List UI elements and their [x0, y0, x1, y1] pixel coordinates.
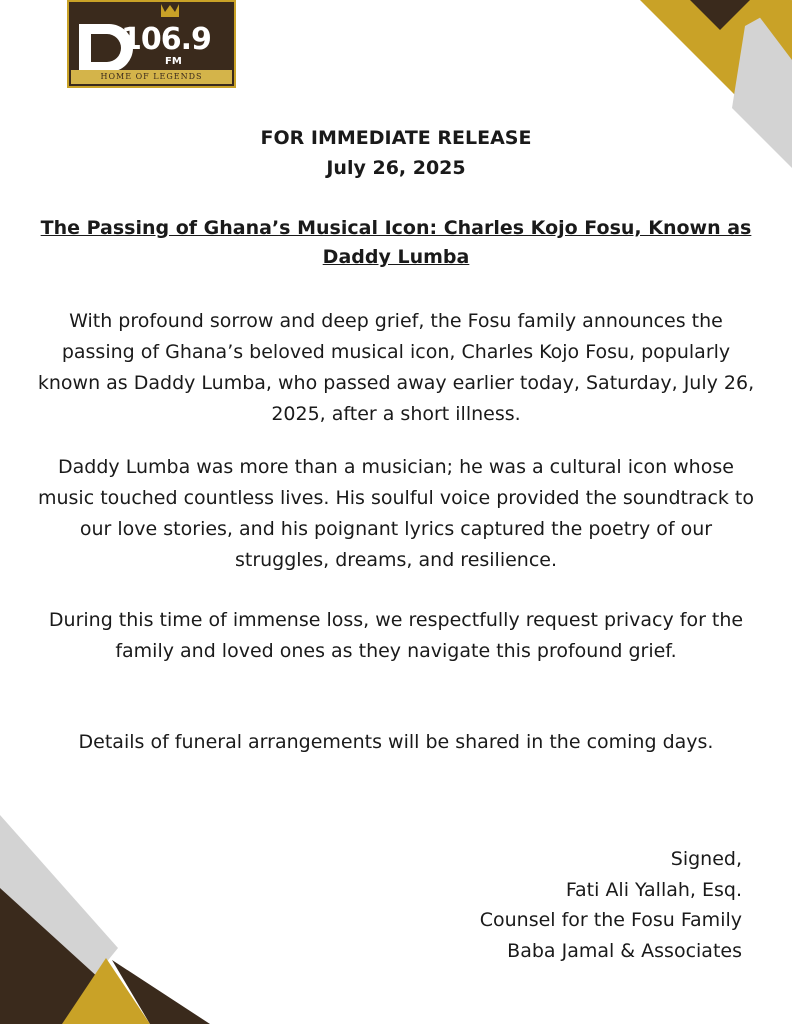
logo-band: FM	[165, 56, 182, 67]
paragraph-privacy: During this time of immense loss, we respectfully request privacy for the family and loved ones as they navigate this profound grief.	[48, 609, 744, 662]
release-header	[0, 123, 792, 183]
signature-name: Fati Ali Yallah, Esq.	[565, 878, 742, 901]
release-title: The Passing of Ghana’s Musical Icon: Charles Kojo Fosu, Known as Daddy Lumba	[40, 217, 752, 268]
signature-role: Counsel for the Fosu Family	[479, 909, 742, 931]
release-label: FOR IMMEDIATE RELEASE	[260, 127, 532, 149]
paragraph-announcement: With profound sorrow and deep grief, the Fosu family announces the passing of Ghana’s beloved musical icon, Charles Kojo Fosu, popularly known as Daddy Lumba, who passed away earlier today, Saturday, July 26, 2025, after a short illness.	[37, 310, 755, 425]
crown-icon	[161, 4, 179, 17]
paragraph-tribute: Daddy Lumba was more than a musician; he was a cultural icon whose music touched countless lives. His soulful voice provided the soundtrack to our love stories, and his poignant lyrics captured the poetry of our struggles, dreams, and resilience.	[37, 456, 755, 571]
signature-block	[480, 844, 742, 966]
signature-firm: Baba Jamal & Associates	[507, 939, 742, 962]
logo-tagline: HOME OF LEGENDS	[71, 70, 232, 84]
release-date: July 26, 2025	[326, 157, 466, 179]
signature-signed: Signed,	[670, 848, 742, 870]
station-logo	[67, 0, 236, 88]
paragraph-funeral: Details of funeral arrangements will be shared in the coming days.	[78, 731, 714, 753]
logo-frequency: 106.9	[121, 22, 211, 57]
